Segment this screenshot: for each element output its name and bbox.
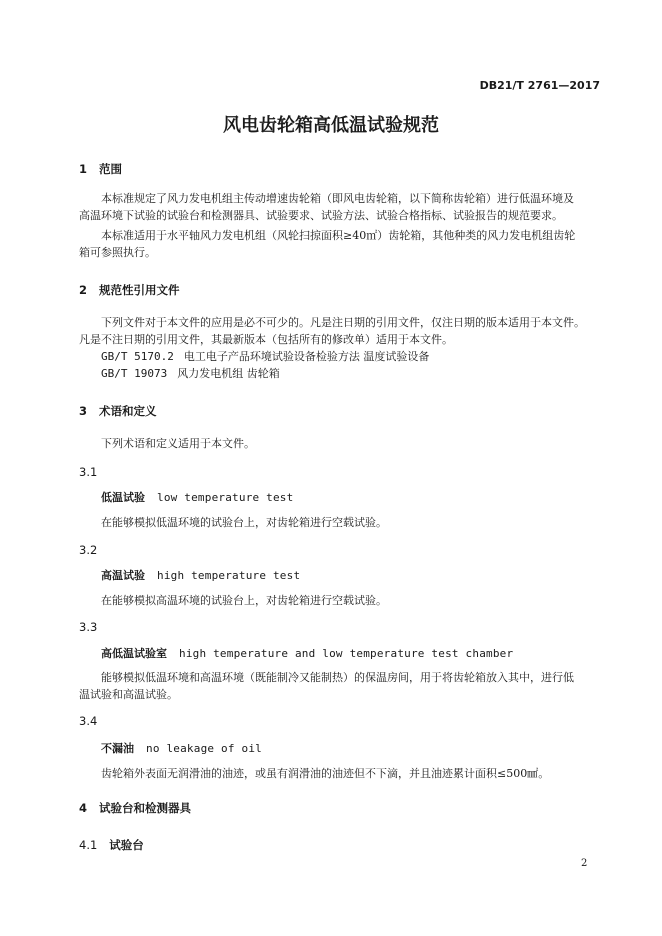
reference-item xyxy=(79,365,585,382)
section-heading-references xyxy=(79,282,180,298)
references-paragraph xyxy=(79,314,585,382)
section-number: 3 xyxy=(79,404,88,418)
section-number: 2 xyxy=(79,283,88,297)
section-title: 试验台和检测器具 xyxy=(99,801,192,815)
reference-title: 电工电子产品环境试验设备检验方法 温度试验设备 xyxy=(183,350,430,363)
term-entry xyxy=(101,740,262,756)
scope-paragraph-2 xyxy=(79,227,575,261)
section-title: 范围 xyxy=(99,162,123,176)
term-entry xyxy=(101,567,300,583)
text-line: 箱可参照执行。 xyxy=(79,246,156,259)
term-definition: 在能够模拟高温环境的试验台上，对齿轮箱进行空载试验。 xyxy=(101,594,387,607)
text-line: 温试验和高温试验。 xyxy=(79,688,178,701)
term-chinese: 不漏油 xyxy=(101,742,134,755)
text-line: 本标准规定了风力发电机组主传动增速齿轮箱（即风电齿轮箱，以下简称齿轮箱）进行低温环境及 xyxy=(101,192,574,205)
reference-code: GB/T 19073 xyxy=(101,367,168,380)
term-chinese: 高低温试验室 xyxy=(101,647,167,660)
term-entry xyxy=(101,645,513,661)
subsection-number: 4.1 xyxy=(79,838,98,852)
term-definition: 在能够模拟低温环境的试验台上，对齿轮箱进行空载试验。 xyxy=(101,516,387,529)
text-line: 本标准适用于水平轴风力发电机组（风轮扫掠面积≥40㎡）齿轮箱，其他种类的风力发电机组齿轮 xyxy=(101,229,576,242)
term-number: 3.4 xyxy=(79,714,98,728)
page-number: 2 xyxy=(581,858,588,869)
section-title: 规范性引用文件 xyxy=(99,283,180,297)
subsection-title: 试验台 xyxy=(109,838,144,852)
term-english: high temperature test xyxy=(157,569,301,582)
term-definition: 齿轮箱外表面无润滑油的油迹，或虽有润滑油的油迹但不下滴，并且油迹累计面积≤500㎟。 xyxy=(101,767,550,780)
term-number: 3.3 xyxy=(79,620,98,634)
scope-paragraph-1 xyxy=(79,190,574,224)
text-line: 凡是不注日期的引用文件，其最新版本（包括所有的修改单）适用于本文件。 xyxy=(79,333,453,346)
section-title: 术语和定义 xyxy=(99,404,157,418)
section-number: 4 xyxy=(79,801,88,815)
reference-item xyxy=(79,348,585,365)
text-line: 下列文件对于本文件的应用是必不可少的。凡是注日期的引用文件，仅注日期的版本适用于本文件。 xyxy=(101,316,585,329)
term-english: high temperature and low temperature test chamber xyxy=(179,647,514,660)
term-definition xyxy=(79,669,574,703)
document-title: 风电齿轮箱高低温试验规范 xyxy=(223,115,439,136)
text-line: 能够模拟低温环境和高温环境（既能制冷又能制热）的保温房间，用于将齿轮箱放入其中，进行低 xyxy=(101,671,574,684)
section-number: 1 xyxy=(79,162,88,176)
term-english: low temperature test xyxy=(157,491,294,504)
standard-code: DB21/T 2761—2017 xyxy=(479,79,600,92)
terms-intro: 下列术语和定义适用于本文件。 xyxy=(101,437,255,450)
reference-code: GB/T 5170.2 xyxy=(101,350,174,363)
subsection-heading-test-bench xyxy=(79,837,144,853)
term-english: no leakage of oil xyxy=(146,742,262,755)
reference-title: 风力发电机组 齿轮箱 xyxy=(177,367,280,380)
term-chinese: 高温试验 xyxy=(101,569,145,582)
term-number: 3.2 xyxy=(79,543,98,557)
section-heading-test-bench xyxy=(79,800,191,816)
section-heading-terms xyxy=(79,403,157,419)
text-line: 高温环境下试验的试验台和检测器具、试验要求、试验方法、试验合格指标、试验报告的规范要求。 xyxy=(79,209,563,222)
term-chinese: 低温试验 xyxy=(101,491,145,504)
term-number: 3.1 xyxy=(79,465,98,479)
section-heading-scope xyxy=(79,161,122,177)
term-entry xyxy=(101,489,293,505)
